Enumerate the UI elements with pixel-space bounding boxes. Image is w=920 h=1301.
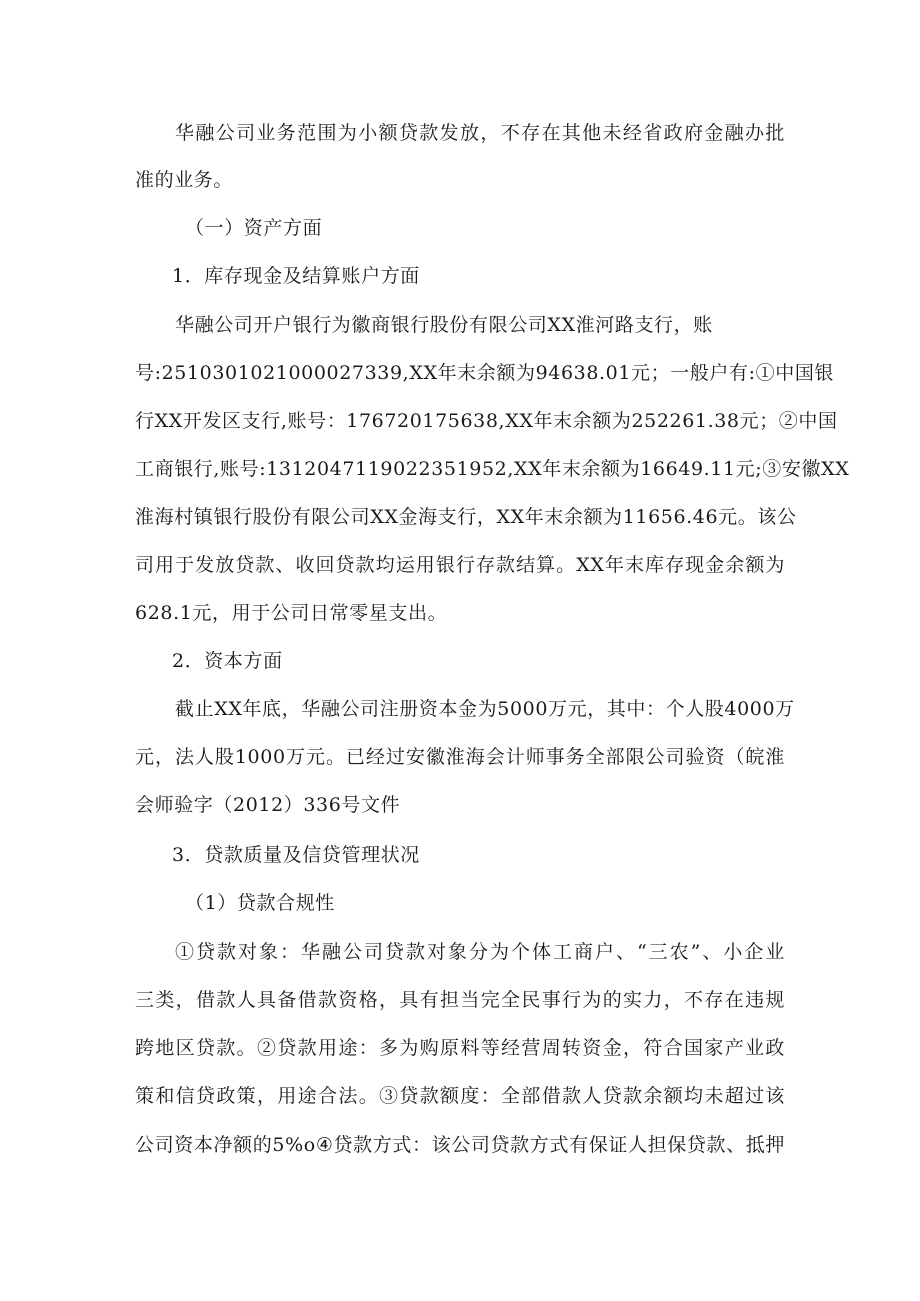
paragraph-bank-line-5: 淮海村镇银行股份有限公司XX金海支行，XX年末余额为11656.46元。该公	[135, 506, 797, 528]
paragraph-compliance-line-1: ①贷款对象：华融公司贷款对象分为个体工商户、“三农”、小企业	[175, 941, 785, 963]
paragraph-capital-line-3: 会师验字（2012）336号文件	[135, 794, 401, 816]
paragraph-compliance-line-3: 跨地区贷款。②贷款用途：多为购原料等经营周转资金，符合国家产业政	[135, 1037, 785, 1059]
subheading-loan-quality: 3．贷款质量及信贷管理状况	[172, 844, 420, 866]
paragraph-compliance-line-5: 公司资本净额的5%o④贷款方式：该公司贷款方式有保证人担保贷款、抵押	[135, 1134, 785, 1156]
paragraph-capital-line-2: 元，法人股1000万元。已经过安徽淮海会计师事务全部限公司验资（皖淮	[135, 746, 785, 768]
paragraph-bank-line-2: 号:2510301021000027339,XX年末余额为94638.01元；一般户有:①中国银	[135, 362, 835, 384]
paragraph-bank-line-4: 工商银行,账号:1312047119022351952,XX年末余额为16649.11元;③安徽XX	[135, 458, 850, 480]
subheading-capital: 2．资本方面	[172, 650, 283, 672]
paragraph-bank-line-6: 司用于发放贷款、收回贷款均运用银行存款结算。XX年末库存现金余额为	[135, 554, 785, 576]
paragraph-bank-line-3: 行XX开发区支行,账号：176720175638,XX年末余额为252261.38元；②中国	[135, 410, 838, 432]
paragraph-compliance-line-2: 三类，借款人具备借款资格，具有担当完全民事行为的实力，不存在违规	[135, 989, 785, 1011]
paragraph-bank-line-1: 华融公司开户银行为徽商银行股份有限公司XX淮河路支行，账	[175, 314, 713, 336]
subheading-loan-compliance: （1）贷款合规性	[185, 892, 335, 914]
paragraph-business-scope-line-2: 准的业务。	[135, 169, 234, 191]
subheading-cash-accounts: 1．库存现金及结算账户方面	[172, 265, 420, 287]
paragraph-bank-line-7: 628.1元，用于公司日常零星支出。	[135, 602, 448, 624]
paragraph-business-scope-line-1: 华融公司业务范围为小额贷款发放，不存在其他未经省政府金融办批	[175, 122, 785, 144]
paragraph-capital-line-1: 截止XX年底，华融公司注册资本金为5000万元，其中：个人股4000万	[175, 698, 795, 720]
section-heading-assets: （一）资产方面	[185, 217, 323, 239]
paragraph-compliance-line-4: 策和信贷政策，用途合法。③贷款额度：全部借款人贷款余额均未超过该	[135, 1085, 785, 1107]
